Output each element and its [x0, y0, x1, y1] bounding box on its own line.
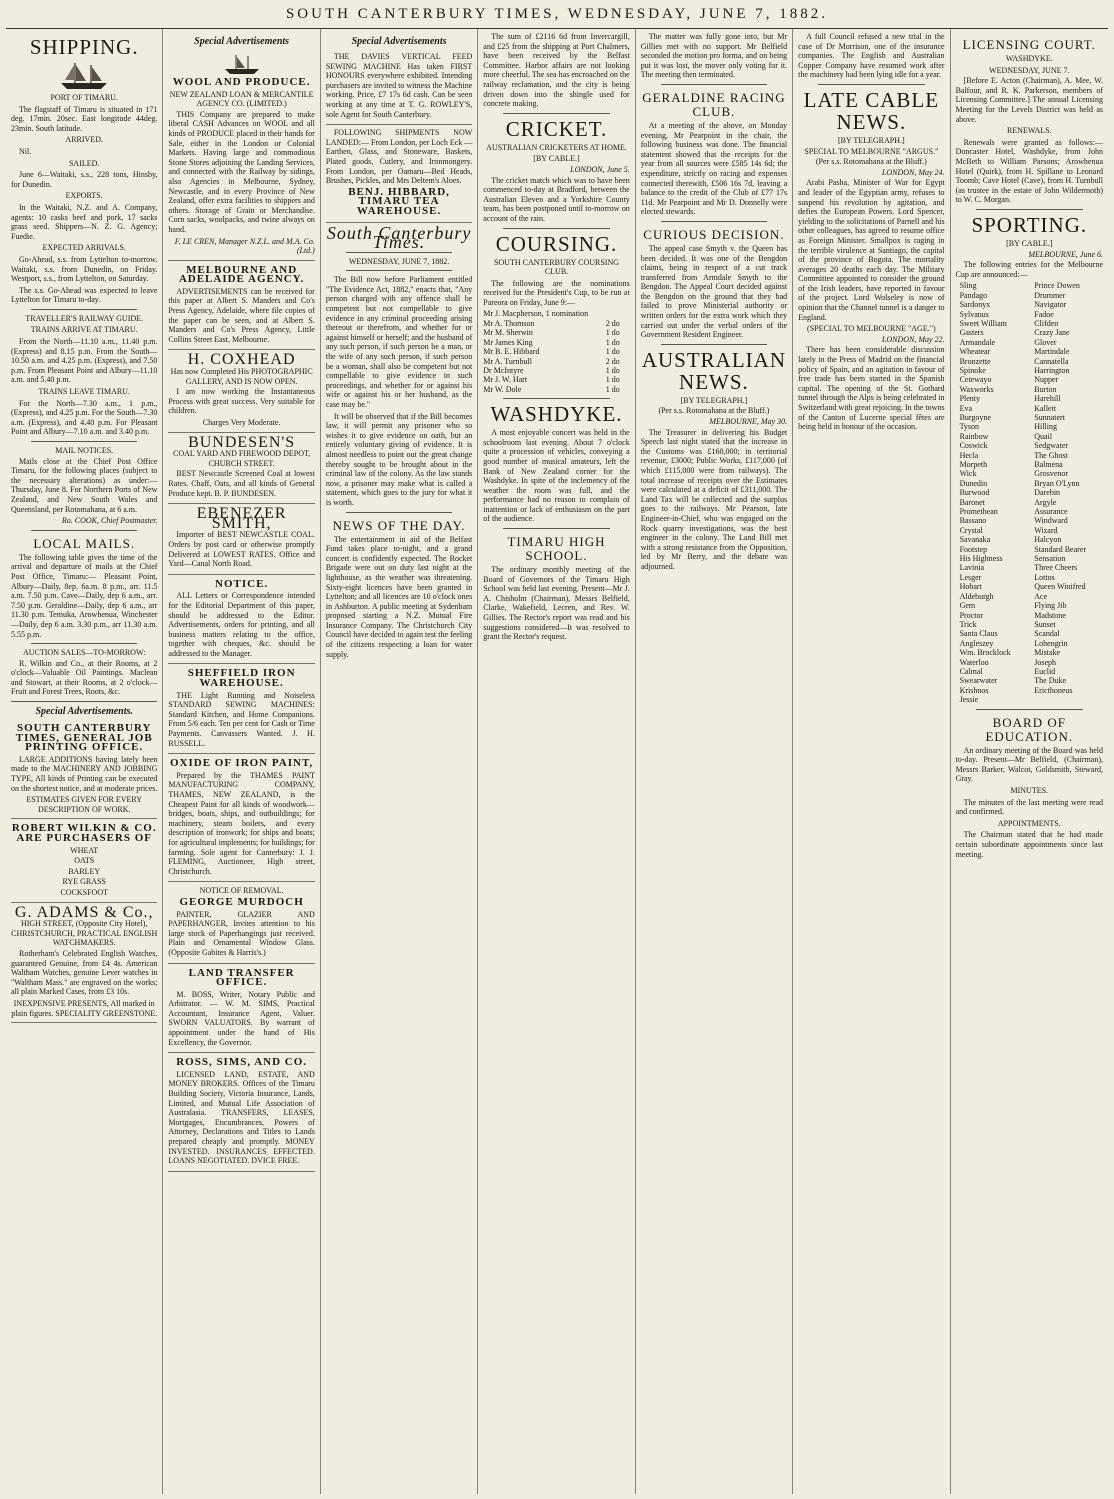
oxide-text: Prepared by the THAMES PAINT MANUFACTURING COMPANY, THAMES, NEW ZEALAND, is the Cheapest Paint for all kinds of woodwork—bridges, boats, ships, and outbuildings; for machinery, steam boilers, and every description of ironwork; for ships and boats; for agricultural implements; for buildings; for farming. Sole agent for Canterbury: J. J. FLEMING, Auctioneer, High street, Christchurch.: [168, 770, 315, 876]
horse-entry: Waxworks: [959, 384, 994, 394]
local-mails-text: The following table gives the time of the arrival and departure of mails at the Chief Post Office, Timaru:— Pleasant Point, Albury—Daily, 8ep. 6a.m. 8 p.m., arr. 11.5 a.m. 7.50 p.m. Cave—Daily, dep 6 a.m., arr. 7.50 p.m. Geraldine—Daily, dep 6 a.m., arr 11.30 p.m. Temuka, Arowhenua, Winchester—Daily, dep 6 a.m. 3.30 p.m., arr 11.30 a.m. 5.55 p.m.: [11, 552, 158, 639]
special-ads-heading: Special Advertisements.: [35, 706, 133, 718]
nomination-count: 1 do: [605, 365, 620, 375]
divider: [346, 512, 452, 513]
horse-entry: Burwood: [959, 488, 990, 498]
horse-entry: Euclid: [1034, 666, 1056, 676]
nomination-row: [483, 375, 629, 384]
nomination-row: [483, 328, 629, 337]
horse-entry: Bassano: [959, 516, 987, 526]
intro-paragraph: A full Council refused a new trial in the case of Dr Morrison, one of the insurance companies. The English and Australian Copper Company have resumed work after the machinery had been lying idle for a year.: [798, 32, 945, 80]
column-5: [636, 29, 793, 1494]
hibbard-name: BENJ. HIBBARD, TIMARU TEA WAREHOUSE.: [348, 185, 450, 217]
horse-entry: Windward: [1034, 516, 1068, 526]
job-printing-text: LARGE ADDITIONS having lately been made to the MACHINERY AND JOBBING TYPE, All kinds of Printing can be executed on the shortest notice, and at moderate prices.: [11, 754, 158, 793]
masthead: SOUTH CANTERBURY TIMES, WEDNESDAY, JUNE 7, 1882.: [285, 6, 829, 22]
horse-entry: Krishnos: [959, 685, 989, 695]
horse-entry: Prince Dowen: [1034, 281, 1080, 291]
horse-entry: Navigator: [1034, 300, 1067, 310]
local-mails-heading: LOCAL MAILS.: [33, 535, 136, 551]
board-education-text: An ordinary meeting of the Board was held to-day. Present—Mr Belfield, (Chairman), Messrs Barker, Walcot, Goldsmith, Steward, Gray.: [955, 745, 1103, 784]
wool-title: WOOL AND PRODUCE.: [172, 76, 311, 88]
adams-foot: INEXPENSIVE PRESENTS, All marked in plain figures. SPECIALITY GREENSTONE.: [11, 998, 158, 1018]
australian-news-byline: [BY TELEGRAPH.]: [680, 395, 748, 405]
divider: [31, 309, 137, 310]
coursing-intro: The following are the nominations received for the President's Cup, to be run at Pareora on Friday, June 9:—: [483, 278, 630, 307]
nomination-name: Mr W. Dole: [483, 384, 522, 394]
notice-ad: [168, 575, 314, 665]
exports-text: In the Waitaki, N.Z. and A. Company, agents: 10 casks beef and pork, 17 sacks grass seed. Shippers—N. Z. G. Agency; Fuedie.: [11, 202, 158, 241]
arrived-label: ARRIVED.: [65, 135, 103, 145]
horse-entry: Madstone: [1034, 610, 1066, 620]
nomination-name: Dr McIntyre: [483, 365, 524, 375]
adams-title: G. ADAMS & Co.,: [14, 903, 154, 921]
licensing-date: WEDNESDAY, JUNE 7.: [989, 65, 1070, 75]
renewals-text: Renewals were granted as follows:— Doncaster Hotel, Washdyke, from John McBeth to William Parsons; Arowhenua Hotel (Quirk), from H. Spillane to Leonard Toomb; Cave Hotel (Cave), from H. Turnbull (as trustee in the estate of John Wildermoth) to W. C. Morgan.: [955, 137, 1103, 205]
horse-entry: Crazy Jane: [1034, 328, 1070, 338]
horse-entry: The Ghost: [1034, 450, 1068, 460]
horse-entry: Wick: [959, 469, 977, 479]
licensing-court-heading: LICENSING COURT.: [962, 37, 1096, 52]
board-education-heading: BOARD OF EDUCATION.: [985, 714, 1074, 744]
racing-club-text: At a meeting of the above, on Monday evening, Mr Pearpoint in the chair, the following business was done. The financial statement showed that the receipts for the year from all sources were £585 14s 6d; the expenditure, strictly on racing and expenses connected therewith, £506 16s 7d, leaving a balance to the credit of the Club of £77 17s 11d. Mr Pearpoint and Mr D. Donnelly were elected stewards.: [640, 120, 788, 217]
wilkin-item: WHEAT: [70, 845, 99, 855]
nomination-count: 2 do: [605, 318, 620, 328]
racing-club-heading: GERALDINE RACING CLUB.: [642, 89, 786, 119]
nomination-row: [483, 309, 629, 318]
horse-entry: Waterloo: [959, 657, 989, 667]
auction-text: R. Wilkin and Co., at their Rooms, at 2 o'clock—Valuable Oil Paintings. Maclean and Stowart, at their Rooms, at 2 o'clock—Fruit and Forest Trees, Roots, &c.: [11, 658, 158, 697]
oxide-title: OXIDE OF IRON PAINT,: [170, 757, 314, 770]
shipping-heading: SHIPPING.: [29, 35, 139, 59]
cable-news-byline: [BY TELEGRAPH.]: [838, 135, 905, 145]
coxhead-ad: [168, 350, 314, 432]
nomination-name: Mr A. Thomson: [483, 318, 535, 328]
sheffield-title: SHEFFIELD IRON WAREHOUSE.: [187, 667, 296, 690]
nomination-count: 1 do: [605, 328, 620, 338]
trains-arrive-text: From the North—11.10 a.m., 11.40 p.m. (Express) and 8.15 p.m. From the South—10.50 a.m. and 4.25 p.m. (Express), and 7.50 p.m. From Pleasant Point and Albury—11.10 a.m. and 5.40 p.m.: [11, 337, 158, 385]
washdyke-heading: WASHDYKE.: [490, 402, 623, 427]
horse-entry: Pandago: [959, 290, 988, 300]
horse-entry: Martindale: [1034, 347, 1070, 357]
horse-entry: Cetewayo: [959, 375, 992, 385]
horse-entry-list: [960, 281, 1103, 704]
horse-entry: Armandale: [959, 337, 996, 347]
leader-paragraph: It will be observed that if the Bill becomes law, it will permit any prisoner who so wishes it to give evidence on oath, but an entirely voluntary giving of evidence. It is almost needless to point out the great change thereby sought to be brought about in the criminal law of the colony. As the law stands now, a prisoner may make what is called a statement, which goes to the jury for what it is worth.: [325, 411, 473, 507]
sporting-byline: [BY CABLE.]: [1006, 238, 1053, 248]
horse-entry: Bronzette: [959, 356, 991, 366]
horse-entry: Jessie: [959, 695, 979, 705]
column-4: [478, 29, 635, 1494]
ross-text: LICENSED LAND, ESTATE, AND MONEY BROKERS. Offices of the Timaru Building Society, Victoria Insurance, Lands, Limited, and Mutual Life Association of Australasia. TRANSFERS, LEASES, Mortgages, Encumbrances, Powers of Attorney, Declarations and Titles to Lands prepared cheaply and promptly. MONEY INVESTED. INSURANCES EFFECTED. LOANS NEGOTIATED. DVICE FREE.: [168, 1069, 315, 1166]
railway-heading: TRAVELLER'S RAILWAY GUIDE.: [25, 313, 144, 323]
horse-entry: Calmal: [959, 666, 983, 676]
horse-entry: Tyson: [959, 422, 980, 432]
nomination-count: 1 do: [605, 384, 620, 394]
horse-entry: Wheatear: [959, 347, 991, 357]
column-3: [321, 29, 478, 1494]
paper-title: South Canterbury Times.: [326, 222, 472, 253]
sheffield-ad: [168, 664, 314, 754]
horse-entry: Glover: [1034, 337, 1057, 347]
horse-entry: Proctor: [959, 610, 984, 620]
ross-title: ROSS, SIMS, AND CO.: [176, 1056, 308, 1069]
wilkin-item: RYE GRASS: [62, 877, 106, 887]
mail-text: Mails close at the Chief Post Office Timaru, for the following places (subject to the necessary alterations) as under:— Thursday, June 8. For Northern Ports of New Zealand, and New South Wales and Queensland, per Rotomahana, at 6 a.m.: [11, 456, 158, 514]
shipments-text: FOLLOWING SHIPMENTS NOW LANDED:— From London, per Loch Eck — Earthen, Glass, and Stoneware, Baskets, Plated goods, Cutlery, and Ironmongery. From London, per Oamaru—Bed Heads, Brushes, Pickles, and Mrs Deltem's Aloes.: [325, 128, 473, 186]
melbourne-title: MELBOURNE AND ADELAIDE AGENCY.: [178, 263, 305, 286]
bundesen-title: BUNDESEN'S: [188, 433, 296, 451]
nomination-row: [483, 357, 629, 366]
column-1: [6, 29, 163, 1494]
sewing-machine-text: THE DAVIES VERTICAL FEED SEWING MACHINE Has taken FIRST HONOURS everywhere exhibited. Intending purchasers are invited to witness the Machine working. Price, £7 17s 6d cash. Can be seen working at any time at T. G. ROWLEY'S, sole Agent for South Canterbury.: [325, 52, 473, 119]
horse-entry: Trick: [959, 619, 977, 629]
cable-news-special: (SPECIAL TO MELBOURNE "AGE."): [807, 324, 936, 334]
cricket-heading: CRICKET.: [505, 116, 608, 141]
job-printing-foot: ESTIMATES GIVEN FOR EVERY DESCRIPTION OF WORK.: [26, 795, 143, 814]
australian-news-text: The Treasurer in delivering his Budget Speech last night stated that the increase in the Customs was £160,000; in territorial revenue, £3000; Public Works, £117,000 (of which £115,000 were from railways). The total increase of receipts over the Estimates were calculated at a deficit of £311,000. The Land Tax will be collected and the surplus goes to the railways. Mr Pearson, late Engineer-in-Chief, who was engaged on the Rock quarry investigations, was the best engineer in the colony. The Land Bill met with a strong resistance from the Opposition, led by Mr Berry, and the debate was adjourned.: [640, 427, 788, 571]
horse-entry: Sylvanus: [959, 309, 989, 319]
horse-entry: Hobart: [959, 582, 982, 592]
sporting-heading: SPORTING.: [971, 212, 1088, 237]
wool-signature: F. LE CREN, Manager N.Z.L. and M.A. Co. (Ltd.): [174, 236, 315, 256]
adams-body: Rotherham's Celebrated English Watches, guaranteed Genuine, from £4 4s. American Waltham Watches, genuine Lever watches in "Waltham Mass." are engraved on the works; all plain Marked Cases, from £3 10s.: [11, 948, 158, 997]
cricket-text: The cricket match which was to have been commenced to-day at Bradford, between the Australian Eleven and a Yorkshire County team, has been postponed until to-morrow on account of the rain.: [483, 175, 630, 223]
port-intro: The flagstaff of Timaru is situated in 171 deg. 17min. 20sec. East longitude 44deg. 23min. South latitude.: [11, 104, 158, 133]
auction-heading: AUCTION SALES—TO-MORROW:: [22, 648, 146, 658]
mail-signature: Ro. COOK, Chief Postmaster.: [61, 516, 158, 526]
wool-ad: [168, 49, 314, 261]
column-2: [163, 29, 320, 1494]
bundesen-ad: [168, 433, 314, 505]
coursing-subheading: SOUTH CANTERBURY COURSING CLUB.: [493, 257, 620, 277]
special-ads-heading: Special Advertisements: [194, 36, 290, 47]
licensing-place: WASHDYKE.: [1005, 54, 1053, 63]
horse-entry: Dunedin: [959, 478, 988, 488]
horse-entry: Scandal: [1034, 629, 1060, 639]
expected-label: EXPECTED ARRIVALS.: [42, 243, 126, 253]
horse-entry: Ericthoneus: [1034, 685, 1073, 695]
horse-entry: Burgoyne: [959, 412, 991, 422]
job-printing-title: SOUTH CANTERBURY TIMES, GENERAL JOB PRINTING OFFICE.: [15, 722, 153, 754]
nomination-count: 1 do: [605, 375, 620, 385]
horse-entry: Hilling: [1034, 422, 1057, 432]
oxide-paint-ad: [168, 754, 314, 882]
minutes-label: MINUTES.: [1010, 785, 1049, 795]
divider: [661, 344, 767, 345]
horse-entry: His Highness: [959, 554, 1003, 564]
nomination-name: Mr J. W. Hart: [483, 375, 528, 385]
news-of-day-heading: NEWS OF THE DAY.: [332, 517, 466, 533]
cricket-byline: [BY CABLE.]: [533, 154, 580, 164]
appointments-text: The Chairman stated that he had made certain subordinate appointments since last meeting.: [955, 830, 1103, 859]
horse-entry: Standard Bearer: [1034, 544, 1087, 554]
horse-entry: Burton: [1034, 384, 1057, 394]
cricket-dateline: LONDON, June 5.: [570, 164, 630, 174]
port-label: PORT OF TIMARU.: [50, 93, 118, 102]
coursing-heading: COURSING.: [495, 231, 618, 256]
high-school-text: The ordinary monthly meeting of the Board of Governors of the Timaru High School was held last evening. Present—Mr J. A. Chisholm (Chairman), Messrs Belfield, Clarke, Wakefield, Lecren, and Rev. W. Gillies. The Rector's report was read and his suggestions considered—It was resolved to grant the Rector's request.: [483, 565, 630, 642]
horse-entry: Lesger: [959, 572, 982, 582]
murdoch-title: GEORGE MURDOCH: [179, 895, 304, 908]
divider: [503, 398, 609, 399]
divider: [818, 84, 924, 85]
sailed-text: June 6—Waitaki, s.s., 228 tons, Hinsby, for Dunedin.: [11, 170, 158, 189]
coxhead-body: I am now working the Instantaneous Process with great success. Very suitable for children.: [168, 387, 315, 416]
horse-entry: The Duke: [1034, 676, 1067, 686]
coxhead-foot: Charges Very Moderate.: [202, 418, 281, 427]
arrived-text: Nil.: [19, 146, 32, 156]
divider: [976, 209, 1083, 210]
column-7: [951, 29, 1108, 1494]
minutes-text: The minutes of the last meeting were read and confirmed.: [955, 797, 1103, 817]
trains-arrive-label: TRAINS ARRIVE AT TIMARU.: [30, 325, 138, 335]
nomination-name: Mr B. E. Hibbard: [483, 347, 540, 357]
curious-decision-heading: CURIOUS DECISION.: [643, 226, 785, 242]
intro-paragraph: The matter was fully gone into, but Mr Gillies met with no support. Mr Belfield seconded the motion pro forma, and on being put it was lost, the mover only voting for it. The meeting then terminated.: [640, 32, 788, 80]
expected-text: Go-Ahead, s.s. from Lyttelton to-morrow. Waitaki, s.s. from Dunedin, on Friday. Westport, s.s., from Lyttelton, on Saturday.: [11, 254, 158, 284]
smith-text: Importer of BEST NEWCASTLE COAL. Orders by post card or otherwise promptly Delivered at LOWEST RATES. Office and Yard—Canal North Road.: [168, 530, 315, 569]
horse-entry: Coswick: [959, 441, 988, 451]
curious-decision-text: The appeal case Smyth v. the Queen has been decided. It was one of the Bengdon claims, being in respect of a cut track transferred from Armdale Smyth to the Bengdon. The Appeal Court decided against the Bengdon on the ground that they had failed to prove Ministerial authority or written orders for the extra work which they carried out under the verbal orders of the Government Resident Engineer.: [640, 243, 788, 340]
licensing-text: [Before E. Acton (Chairman), A. Mee, W. Balfour, and R. K. Parkerson, members of Licensing Committee.] The annual Licensing Meeting for the Levels District was held as above.: [955, 76, 1103, 124]
wilkin-ad: [11, 819, 157, 902]
horse-entry: Wizard: [1034, 525, 1058, 535]
horse-entry: Clifden: [1034, 318, 1059, 328]
ship-icon: [222, 54, 262, 76]
divider: [661, 84, 767, 85]
horse-entry: Fadoe: [1034, 309, 1054, 319]
job-printing-ad: [11, 719, 157, 819]
washdyke-text: A most enjoyable concert was held in the schoolroom last evening. About 7 o'clock quite a procession of vehicles, conveying a good number of musical amateurs, left the Bank of New Zealand corner for the Washdyke. In spite of the inclemency of the weather the room was full, and the performance had no reason to complain of inattention or lack of enthusiasm on the part of the audience.: [483, 428, 630, 524]
adams-subtitle: HIGH STREET, (Opposite City Hotel), CHRISTCHURCH, PRACTICAL ENGLISH WATCHMAKERS.: [11, 919, 158, 948]
nomination-row: [483, 338, 629, 347]
notice-title: NOTICE.: [215, 577, 269, 590]
horse-entry: Savanaka: [959, 535, 991, 545]
horse-entry: Sunnatert: [1034, 412, 1065, 422]
ross-sims-ad: [168, 1053, 314, 1172]
ship-icon: [57, 61, 111, 91]
shipments-ad: [326, 125, 472, 222]
wilkin-title: ROBERT WILKIN & CO. ARE PURCHASERS OF: [11, 822, 157, 844]
murdoch-text: PAINTER, GLAZIER AND PAPERHANGER, Invites attention to his large stock of Paperhangings just received. Plain and Ornamental Window Glass. (Opposite Gabites & Harris's.): [168, 909, 315, 957]
horse-entry: Gasters: [959, 328, 984, 338]
horse-entry: Sling: [959, 281, 977, 291]
horse-entry: Spinoke: [959, 365, 986, 375]
nomination-row: [483, 366, 629, 375]
horse-entry: Aldeburgh: [959, 591, 994, 601]
leader-paragraph: The Bill now before Parliament entitled "The Evidence Act, 1882," enacts that, "Any person charged with any offence shall be competent but not compellable to give evidence in any criminal proceeding arising thereout or therefrom, and whether for or against himself or herself; and the husband of any such person, if such person be a man, or the wife of any such person, if such person be a woman, shall also be competent but not compellable to give evidence in such proceedings, and whether for or against his wife or against his or her husband, as the case may be.": [325, 275, 473, 409]
notice-text: ALL Letters or Correspondence intended for the Editorial Department of this paper, should be addressed to the Editor. Advertisements, orders for printing, and all business matters relating to the office, together with cheques, &c. should be addressed to the Manager.: [168, 591, 315, 658]
cable-news-source: (Per s.s. Rotomahana at the Bluff.): [815, 157, 927, 167]
nomination-list: [483, 309, 629, 394]
removal-title: NOTICE OF REMOVAL.: [199, 886, 284, 896]
cable-news-heading: LATE CABLE NEWS.: [803, 87, 940, 134]
horse-entry: Sensation: [1034, 554, 1066, 564]
divider: [976, 709, 1083, 710]
sewing-machine-ad: [326, 49, 472, 125]
horse-entry: Crystal: [959, 525, 983, 535]
divider: [661, 221, 767, 222]
horse-entry: Queen Winifred: [1034, 582, 1086, 592]
nomination-name: Mr A. Turnbull: [483, 356, 532, 366]
coxhead-subtitle: Has now Completed His PHOTOGRAPHIC GALLERY, AND IS NOW OPEN.: [170, 367, 313, 386]
bundesen-subtitle: COAL YARD AND FIREWOOD DEPOT, CHURCH STREET.: [173, 449, 311, 468]
horse-entry: Halcyon: [1034, 535, 1062, 545]
nomination-count: 1 do: [605, 337, 620, 347]
horse-entry: Joseph: [1034, 657, 1057, 667]
divider: [31, 643, 137, 644]
horse-entry: Morpeth: [959, 460, 988, 469]
sheffield-text: THE Light Running and Noiseless STANDARD SEWING MACHINES: Standard Kitchen, and Home Companions. From 5/6 each. Ten per cent for Cash or Time Payments. Canvassers Wanted. J. H. RUSSELL.: [168, 690, 315, 748]
divider: [503, 528, 609, 529]
smith-title: EBENEZER SMITH,: [196, 505, 287, 532]
nomination-name: Mr M. Sherwin: [483, 328, 533, 338]
divider: [346, 270, 452, 271]
nomination-count: 2 do: [605, 356, 620, 366]
horse-entry: Grosvenor: [1034, 469, 1069, 479]
horse-entry: Eva: [959, 403, 972, 413]
divider: [11, 701, 157, 702]
nomination-row: [483, 347, 629, 356]
sporting-intro: The following entries for the Melbourne Cup are announced:—: [955, 260, 1103, 279]
horse-entry: Angleszey: [959, 638, 994, 648]
wool-text: THIS Company are prepared to make liberal CASH Advances on WOOL and all kinds of PRODUCE placed in their hands for Sale, either in the London or Colonial Markets. Having large and commodious Stone Stores adjoining the Landing Services, and connected with the Railway by sidings, also Agencies in Melbourne, Sydney, Newcastle, and in every Province of New Zealand, offer extra facilities to shippers and others. Storage of Grain or Merchandise. Corn sacks, woolpacks, and twine always on hand.: [168, 109, 315, 234]
renewals-label: RENEWALS.: [1006, 126, 1052, 136]
divider: [503, 113, 609, 114]
horse-entry: Drummer: [1034, 290, 1066, 300]
wilkin-item: OATS: [74, 856, 95, 866]
horse-entry: Bryan O'Lynn: [1034, 478, 1080, 488]
adams-ad: [11, 903, 157, 1024]
cable-news-special: SPECIAL TO MELBOURNE "ARGUS.": [804, 146, 939, 156]
cable-news-dateline: LONDON, May 22.: [881, 334, 945, 344]
horse-entry: Darebin: [1034, 488, 1061, 498]
horse-entry: Argyle: [1034, 497, 1057, 507]
horse-entry: Nupper: [1034, 375, 1059, 385]
cricket-subheading: AUSTRALIAN CRICKETERS AT HOME.: [486, 142, 627, 152]
bundesen-text: BEST Newcastle Screened Coal at lowest Rates. Chaff, Oats, and all kinds of General Produce kept. B. P. BUNDESEN.: [168, 469, 315, 498]
murdoch-ad: [168, 882, 314, 963]
horse-entry: Promethean: [959, 507, 998, 517]
intro-paragraph: The sum of £2116 6d from Invercargill, and £25 from the shipping at Port Chalmers, have been received by the Belfast Committee. Harbor affairs are not looking more cheerful. The sea has encroached on the railway reclamation, and the city is being driven down into the shingle used for concrete making.: [483, 32, 630, 109]
coxhead-title: H. COXHEAD: [187, 351, 296, 369]
nomination-row: [483, 319, 629, 328]
horse-entry: Flying Jib: [1034, 601, 1067, 611]
cable-news-text: There has been considerable discussion lately in the Press of Madrid on the financial policy of Spain, and an agitation in favour of free trade has been started in the Spanish capital. The opening of the St. Gothard tunnel through the Alps is being celebrated in Switzerland with great rejoicing. In the towns of the Canton of Lucerne special fêtes are being held in honour of the occasion.: [798, 345, 945, 432]
nomination-count: 1 do: [605, 347, 620, 357]
news-of-day-text: The entertainment in aid of the Belfast Fund takes place to-night, and a grand concert is confidently expected. The Rocket Brigade were out on duty last night at the lighthouse, as the weather was threatening. Sixty-eight licences have been granted in Lyttelton; and all licences are 10 o'clock ones in Ashburton. A public meeting at Sydenham proposed starting a N.Z. Mutual Fire Insurance Company. The Christchurch City Council have decided to again test the feeling of the citizens respecting a loan for water supply.: [325, 534, 473, 659]
high-school-heading: TIMARU HIGH SCHOOL.: [507, 534, 606, 564]
horse-entry: Wm. Brocklock: [959, 648, 1011, 658]
wilkin-item: COCKSFOOT: [60, 887, 108, 897]
horse-entry: Gem: [959, 601, 976, 611]
column-6: [793, 29, 950, 1494]
wool-firm: NEW ZEALAND LOAN & MERCANTILE AGENCY CO. (LIMITED.): [169, 89, 314, 109]
horse-entry: Sedgwater: [1034, 441, 1069, 451]
horse-entry: Mistake: [1034, 648, 1061, 658]
cable-news-text: Arabi Pasha, Minister of War for Egypt and leader of the Egyptian army, refuses to suspend his revolution by agitation, and defies the European Powers. Lord Spencer, yielding to the solicitations of Parnell and his other colleagues, has agreed to resume office as Foreign Minister. Smallpox is raging in the terrible virulence at Santiago, the capital of the province of Bogota. The mortality averages 20 deaths each day. The Military Committee appointed to consider the ground of the Irish leaders, have reported in favour of the project. Lord Wolseley is now of opinion that the Channel tunnel is a danger to England.: [798, 178, 945, 322]
horse-entry: Sardonyx: [959, 300, 991, 310]
divider: [503, 228, 609, 229]
land-text: M. BOSS, Writer, Notary Public and Arbitrator. — W. M. SIMS, Practical Accountant, Insurance Agent, Valuer. SWORN VALUATORS. By warrant of appointment under the hand of His Excellency, the Governor.: [168, 989, 315, 1047]
melbourne-agency-ad: [168, 261, 314, 351]
divider: [31, 530, 137, 531]
australian-news-source: (Per s.s. Rotomahana at the Bluff.): [658, 406, 770, 416]
horse-entry: Sunset: [1034, 619, 1056, 629]
land-transfer-ad: [168, 964, 314, 1054]
appointments-label: APPOINTMENTS.: [997, 818, 1061, 828]
cable-news-dateline: LONDON, May 24.: [881, 167, 945, 177]
horse-entry: Ace: [1034, 591, 1048, 601]
horse-entry: Swearwater: [959, 676, 998, 686]
australian-news-dateline: MELBOURNE, May 30.: [709, 417, 788, 427]
divider: [31, 441, 137, 442]
australian-news-heading: AUSTRALIAN NEWS.: [641, 347, 786, 394]
horse-entry: Cannatella: [1034, 356, 1069, 366]
nomination-row: [483, 385, 629, 394]
newspaper-page: [6, 28, 1108, 1494]
horse-entry: Sweet William: [959, 318, 1007, 328]
horse-entry: Lavinia: [959, 563, 984, 573]
horse-entry: Assurance: [1034, 507, 1068, 517]
melbourne-text: ADVERTISEMENTS can be received for this paper at Albert S. Manders and Co's Press Agency, Adelaide, where file copies of the paper can be seen, and at Albert S. Manders and Co's Press Agency, Little Collins Street East, Melbourne.: [168, 286, 315, 344]
sporting-dateline: MELBOURNE, June 6.: [1028, 249, 1103, 259]
horse-entry: Harehill: [1034, 394, 1061, 404]
shipping-notes: The s.s. Go-Ahead was expected to leave Lyttelton for Timaru to-day.: [11, 285, 158, 305]
sailed-label: SAILED.: [68, 158, 100, 168]
nomination-name: Mr J. Macpherson, 1 nomination: [483, 309, 589, 319]
nomination-name: Mr James King: [483, 337, 533, 347]
trains-leave-text: For the North—7.30 a.m., 1 p.m., (Express), and 4.25 p.m. For the South—7.30 a.m. (Express), and 4.40 p.m. For Pleasant Point and Albury—7.10 a.m. and 3.40 p.m.: [11, 398, 158, 437]
horse-entry: Balmena: [1034, 460, 1063, 469]
horse-entry: Harrington: [1034, 365, 1070, 375]
horse-entry: Lohengrin: [1034, 638, 1068, 648]
horse-entry: Three Cheers: [1034, 563, 1078, 573]
horse-entry: Baronet: [959, 497, 985, 507]
horse-entry: Footstep: [959, 544, 988, 554]
trains-leave-label: TRAINS LEAVE TIMARU.: [38, 387, 130, 397]
horse-entry: Kallett: [1034, 403, 1057, 413]
special-ads-heading: Special Advertisements: [351, 36, 447, 47]
exports-label: EXPORTS.: [65, 191, 103, 201]
horse-entry: Hecla: [959, 450, 979, 460]
horse-entry: Quail: [1034, 431, 1053, 441]
paper-date: WEDNESDAY, JUNE 7, 1882.: [348, 256, 450, 266]
smith-ad: [168, 504, 314, 575]
horse-entry: Santa Claus: [959, 629, 998, 639]
mail-heading: MAIL NOTICES.: [55, 446, 114, 455]
wilkin-item: BARLEY: [68, 866, 101, 876]
horse-entry: Rainbow: [959, 431, 989, 441]
land-title: LAND TRANSFER OFFICE.: [188, 966, 295, 989]
horse-entry: Lottos: [1034, 572, 1055, 582]
horse-entry: Plenty: [959, 394, 981, 404]
